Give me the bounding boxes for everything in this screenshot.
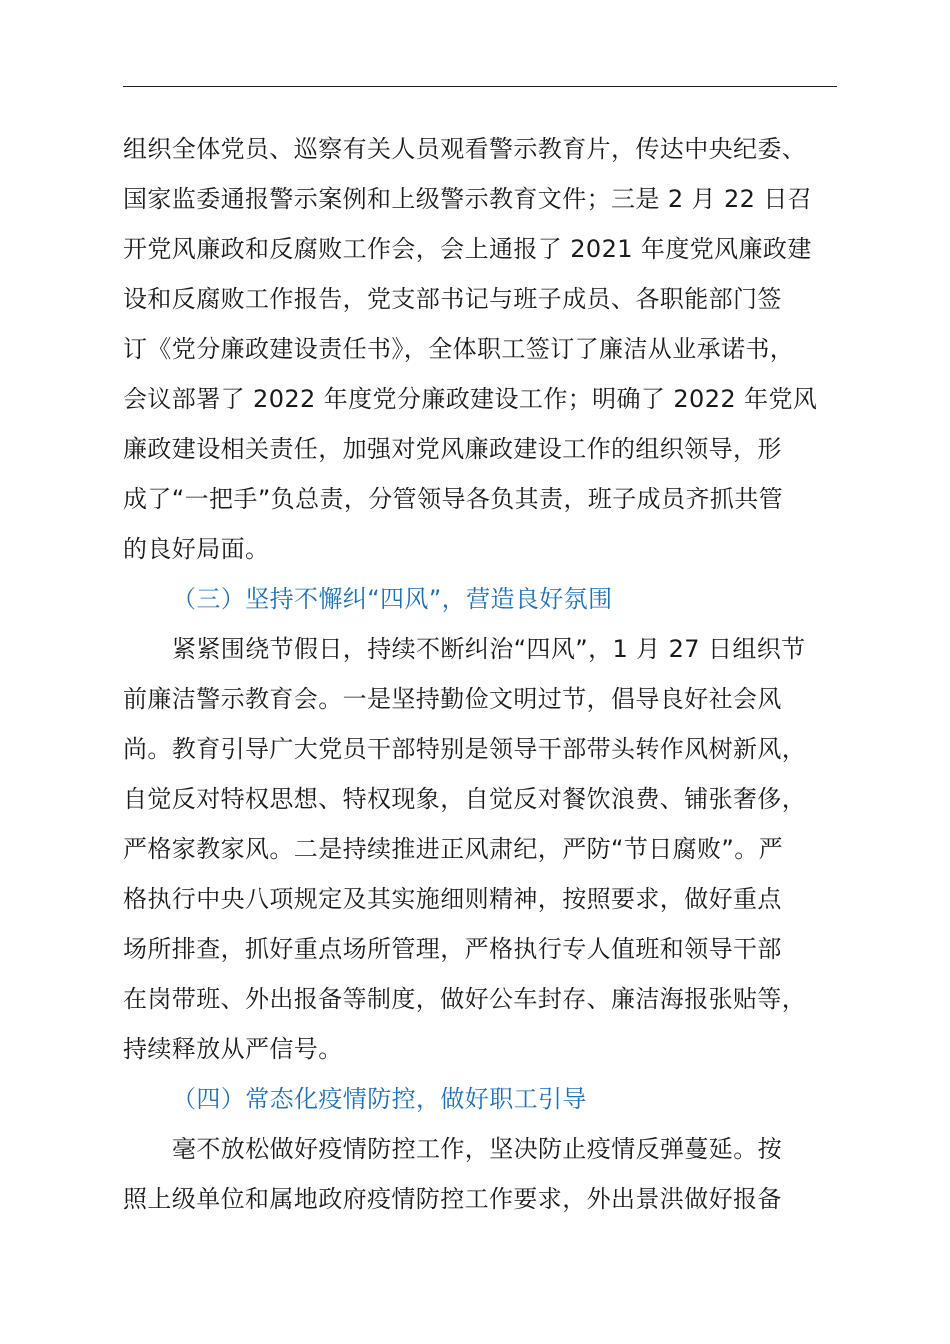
paragraph-line: 严格家教家风。二是持续推进正风肃纪，严防“节日腐败”。严 xyxy=(123,835,784,863)
paragraph-line: 订《党分廉政建设责任书》，全体职工签订了廉洁从业承诺书， xyxy=(123,335,795,363)
paragraph-line: 格执行中央八项规定及其实施细则精神，按照要求，做好重点 xyxy=(123,885,782,913)
paragraph-line: 持续释放从严信号。 xyxy=(123,1035,343,1063)
paragraph-line: 前廉洁警示教育会。一是坚持勤俭文明过节，倡导良好社会风 xyxy=(123,685,782,713)
paragraph-line: 会议部署了 2022 年度党分廉政建设工作；明确了 2022 年党风 xyxy=(123,385,818,413)
paragraph-line: 开党风廉政和反腐败工作会，会上通报了 2021 年度党风廉政建 xyxy=(123,235,812,263)
paragraph-line: 照上级单位和属地政府疫情防控工作要求，外出景洪做好报备 xyxy=(123,1185,782,1213)
paragraph-line: 廉政建设相关责任，加强对党风廉政建设工作的组织领导，形 xyxy=(123,435,782,463)
paragraph-line: 的良好局面。 xyxy=(123,535,270,563)
paragraph-party-conduct xyxy=(123,124,863,574)
paragraph-epidemic-control xyxy=(123,1124,863,1224)
paragraph-line: 毫不放松做好疫情防控工作，坚决防止疫情反弹蔓延。按 xyxy=(172,1135,782,1163)
paragraph-line: 尚。教育引导广大党员干部特别是领导干部带头转作风树新风， xyxy=(123,735,807,763)
header-rule xyxy=(123,86,837,87)
paragraph-line: 紧紧围绕节假日，持续不断纠治“四风”，1 月 27 日组织节 xyxy=(172,635,806,663)
paragraph-line: 组织全体党员、巡察有关人员观看警示教育片，传达中央纪委、 xyxy=(123,135,807,163)
paragraph-line: 成了“一把手”负总责，分管领导各负其责，班子成员齐抓共管 xyxy=(123,485,784,513)
paragraph-four-winds xyxy=(123,624,863,1074)
paragraph-line: 国家监委通报警示案例和上级警示教育文件；三是 2 月 22 日召 xyxy=(123,185,813,213)
section-heading-four: （四）常态化疫情防控，做好职工引导 xyxy=(172,1085,587,1113)
document-body xyxy=(123,124,863,1224)
paragraph-line: 场所排查，抓好重点场所管理，严格执行专人值班和领导干部 xyxy=(123,935,782,963)
section-heading-three: （三）坚持不懈纠“四风”，营造良好氛围 xyxy=(172,585,613,613)
paragraph-line: 在岗带班、外出报备等制度，做好公车封存、廉洁海报张贴等， xyxy=(123,985,807,1013)
paragraph-line: 自觉反对特权思想、特权现象，自觉反对餐饮浪费、铺张奢侈， xyxy=(123,785,807,813)
paragraph-line: 设和反腐败工作报告，党支部书记与班子成员、各职能部门签 xyxy=(123,285,782,313)
